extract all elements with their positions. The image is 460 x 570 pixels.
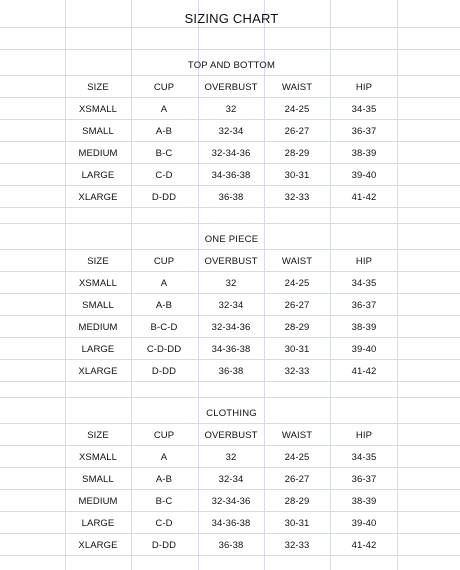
table-cell: 30-31 — [284, 169, 310, 181]
table-cell: 39-40 — [351, 517, 377, 529]
column-header: SIZE — [87, 429, 109, 441]
table-cell: 26-27 — [284, 473, 310, 485]
table-cell: A-B — [155, 299, 173, 311]
table-cell: 41-42 — [351, 539, 377, 551]
table-cell: A-B — [155, 125, 173, 137]
table-cell: 32-33 — [284, 191, 310, 203]
table-cell: 36-37 — [351, 299, 377, 311]
table-cell: C-D — [155, 517, 173, 529]
table-cell: XLARGE — [78, 365, 118, 377]
column-header: HIP — [355, 81, 373, 93]
table-cell: MEDIUM — [78, 147, 118, 159]
table-cell: 36-37 — [351, 125, 377, 137]
table-cell: 26-27 — [284, 299, 310, 311]
table-cell: 34-35 — [351, 451, 377, 463]
table-cell: 32 — [225, 103, 237, 115]
table-cell: 34-36-38 — [211, 169, 251, 181]
table-cell: 26-27 — [284, 125, 310, 137]
table-cell: SMALL — [82, 299, 114, 311]
table-cell: 38-39 — [351, 147, 377, 159]
column-header: CUP — [153, 429, 175, 441]
grid-row-line — [0, 223, 460, 224]
table-cell: LARGE — [81, 169, 115, 181]
table-cell: 32-33 — [284, 539, 310, 551]
table-cell: 30-31 — [284, 517, 310, 529]
table-cell: A — [160, 277, 168, 289]
table-cell: LARGE — [81, 517, 115, 529]
column-header: OVERBUST — [204, 429, 258, 441]
column-header: WAIST — [281, 429, 313, 441]
table-cell: 32-34 — [218, 473, 244, 485]
section-title: CLOTHING — [206, 407, 257, 419]
table-cell: 36-37 — [351, 473, 377, 485]
table-cell: SMALL — [82, 125, 114, 137]
table-cell: 32-33 — [284, 365, 310, 377]
table-cell: 41-42 — [351, 191, 377, 203]
column-header: CUP — [153, 255, 175, 267]
table-cell: D-DD — [151, 539, 177, 551]
column-header: SIZE — [87, 81, 109, 93]
grid-row-line — [0, 49, 460, 50]
table-cell: B-C — [155, 147, 173, 159]
table-cell: A — [160, 451, 168, 463]
table-cell: 34-36-38 — [211, 517, 251, 529]
table-cell: 39-40 — [351, 343, 377, 355]
table-cell: 36-38 — [218, 365, 244, 377]
table-cell: MEDIUM — [78, 495, 118, 507]
table-cell: 39-40 — [351, 169, 377, 181]
column-header: HIP — [355, 255, 373, 267]
grid-row-line — [0, 397, 460, 398]
column-header: WAIST — [281, 255, 313, 267]
column-header: OVERBUST — [204, 81, 258, 93]
table-cell: 32 — [225, 451, 237, 463]
table-cell: 32-34-36 — [211, 495, 251, 507]
table-cell: 38-39 — [351, 321, 377, 333]
table-cell: LARGE — [81, 343, 115, 355]
column-header: WAIST — [281, 81, 313, 93]
table-cell: 41-42 — [351, 365, 377, 377]
section-title: TOP AND BOTTOM — [187, 59, 276, 71]
table-cell: 32 — [225, 277, 237, 289]
table-cell: 38-39 — [351, 495, 377, 507]
table-cell: A — [160, 103, 168, 115]
table-cell: XLARGE — [78, 539, 118, 551]
table-cell: C-D-DD — [146, 343, 182, 355]
table-cell: 34-36-38 — [211, 343, 251, 355]
table-cell: XLARGE — [78, 191, 118, 203]
table-cell: 30-31 — [284, 343, 310, 355]
table-cell: SMALL — [82, 473, 114, 485]
table-cell: 28-29 — [284, 321, 310, 333]
table-cell: 24-25 — [284, 277, 310, 289]
column-header: CUP — [153, 81, 175, 93]
table-cell: 32-34 — [218, 299, 244, 311]
table-cell: D-DD — [151, 365, 177, 377]
table-cell: 28-29 — [284, 147, 310, 159]
table-cell: C-D — [155, 169, 173, 181]
section-title: ONE PIECE — [204, 233, 259, 245]
table-cell: 34-35 — [351, 277, 377, 289]
table-cell: B-C — [155, 495, 173, 507]
column-header: HIP — [355, 429, 373, 441]
table-cell: D-DD — [151, 191, 177, 203]
table-cell: XSMALL — [78, 451, 118, 463]
table-cell: 24-25 — [284, 451, 310, 463]
grid-column-line — [397, 0, 398, 570]
table-cell: 28-29 — [284, 495, 310, 507]
table-cell: 36-38 — [218, 539, 244, 551]
table-cell: 32-34-36 — [211, 147, 251, 159]
table-cell: A-B — [155, 473, 173, 485]
column-header: OVERBUST — [204, 255, 258, 267]
column-header: SIZE — [87, 255, 109, 267]
table-cell: XSMALL — [78, 277, 118, 289]
table-cell: 34-35 — [351, 103, 377, 115]
chart-title: SIZING CHART — [184, 10, 279, 26]
table-cell: 32-34-36 — [211, 321, 251, 333]
table-cell: B-C-D — [150, 321, 178, 333]
table-cell: 36-38 — [218, 191, 244, 203]
table-cell: MEDIUM — [78, 321, 118, 333]
table-cell: XSMALL — [78, 103, 118, 115]
table-cell: 32-34 — [218, 125, 244, 137]
table-cell: 24-25 — [284, 103, 310, 115]
